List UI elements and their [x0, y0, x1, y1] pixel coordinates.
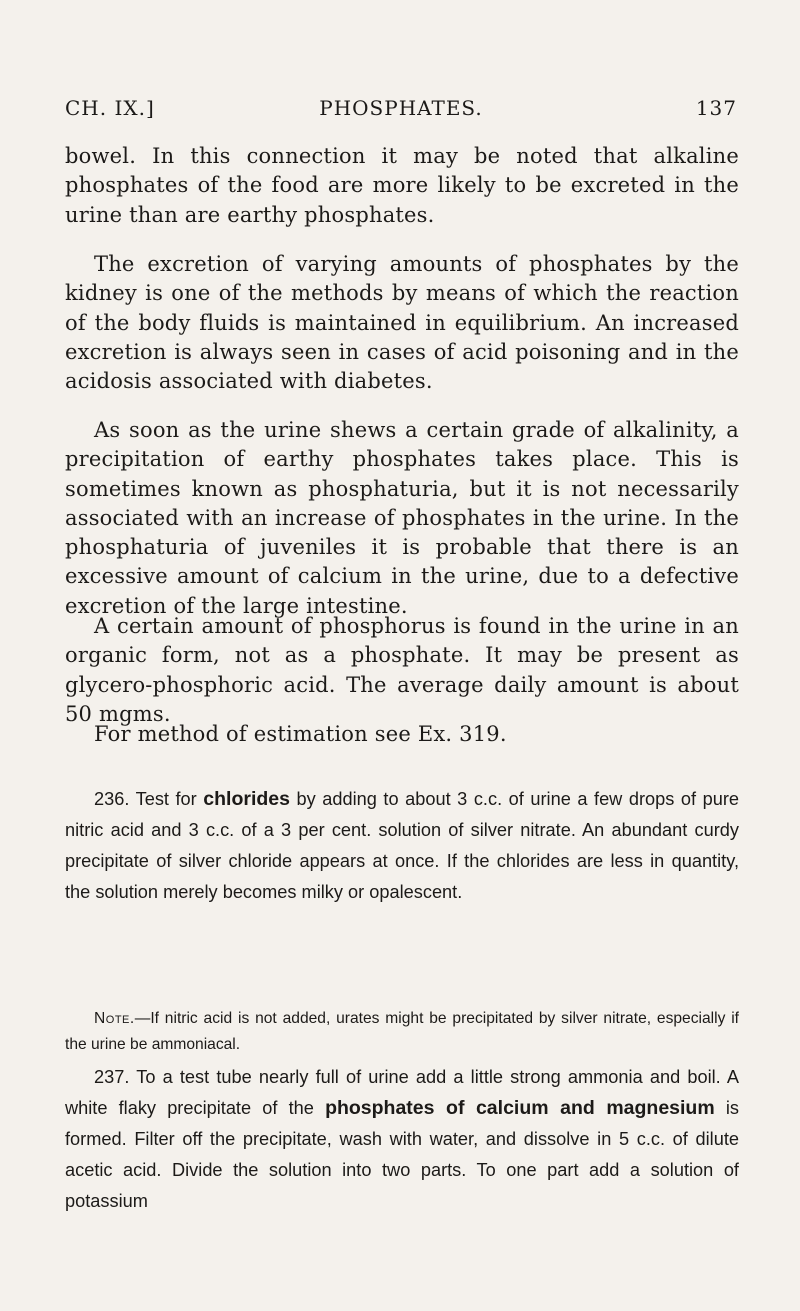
- exercise-237-lead: 237. To a test tube nearly full of urine add a little strong ammonia and boil. A white flaky precipitate of the: [65, 1067, 739, 1118]
- exercise-237-keyword: phosphates of calcium and magnesium: [325, 1097, 715, 1119]
- exercise-236-keyword: chlorides: [203, 788, 290, 810]
- paragraph-phosphorus: A certain amount of phosphorus is found in the urine in an organic form, not as a phosphate. It may be present as glycero-phosphoric acid. The average daily amount is about 50 mgms.: [65, 614, 739, 726]
- chapter-label: CH. IX.]: [65, 96, 155, 120]
- note-label: Note.: [94, 1010, 135, 1027]
- exercise-236-body: by adding to about 3 c.c. of urine a few drops of pure nitric acid and 3 c.c. of a 3 per cent. solution of silver nitrate. An abundant curdy precipitate of silver chloride appears at once. If the chlorides are less in quantity, the solution merely becomes milky or opalescent.: [65, 789, 740, 902]
- page-title: PHOSPHATES.: [319, 96, 483, 120]
- exercise-237-body: is formed. Filter off the precipitate, wash with water, and dissolve in 5 c.c. of dilute acetic acid. Divide the solution into two parts. To one part add a solution of potassium: [65, 1098, 739, 1211]
- page-number: 137: [695, 96, 737, 120]
- paragraph-method: For method of estimation see Ex. 319.: [94, 722, 507, 746]
- note: [65, 1006, 739, 1058]
- exercise-236: [65, 784, 739, 908]
- note-text: —If nitric acid is not added, urates might be precipitated by silver nitrate, especially if the urine be ammoniacal.: [65, 1010, 739, 1053]
- exercise-237: [65, 1062, 739, 1217]
- running-header: [65, 96, 737, 126]
- paragraph-continuation: bowel. In this connection it may be noted that alkaline phosphates of the food are more likely to be excreted in the urine than are earthy phosphates.: [65, 144, 739, 227]
- exercise-236-lead: 236. Test for: [94, 789, 204, 809]
- paragraph-excretion: The excretion of varying amounts of phosphates by the kidney is one of the methods by means of which the reaction of the body fluids is maintained in equilibrium. An increased excretion is always seen in cases of acid poisoning and in the acidosis associated with diabetes.: [65, 252, 739, 394]
- paragraph-alkalinity: As soon as the urine shews a certain grade of alkalinity, a precipitation of earthy phosphates takes place. This is sometimes known as phosphaturia, but it is not necessarily associated with an increase of phosphates in the urine. In the phosphaturia of juveniles it is probable that there is an excessive amount of calcium in the urine, due to a defective excretion of the large intestine.: [65, 418, 739, 618]
